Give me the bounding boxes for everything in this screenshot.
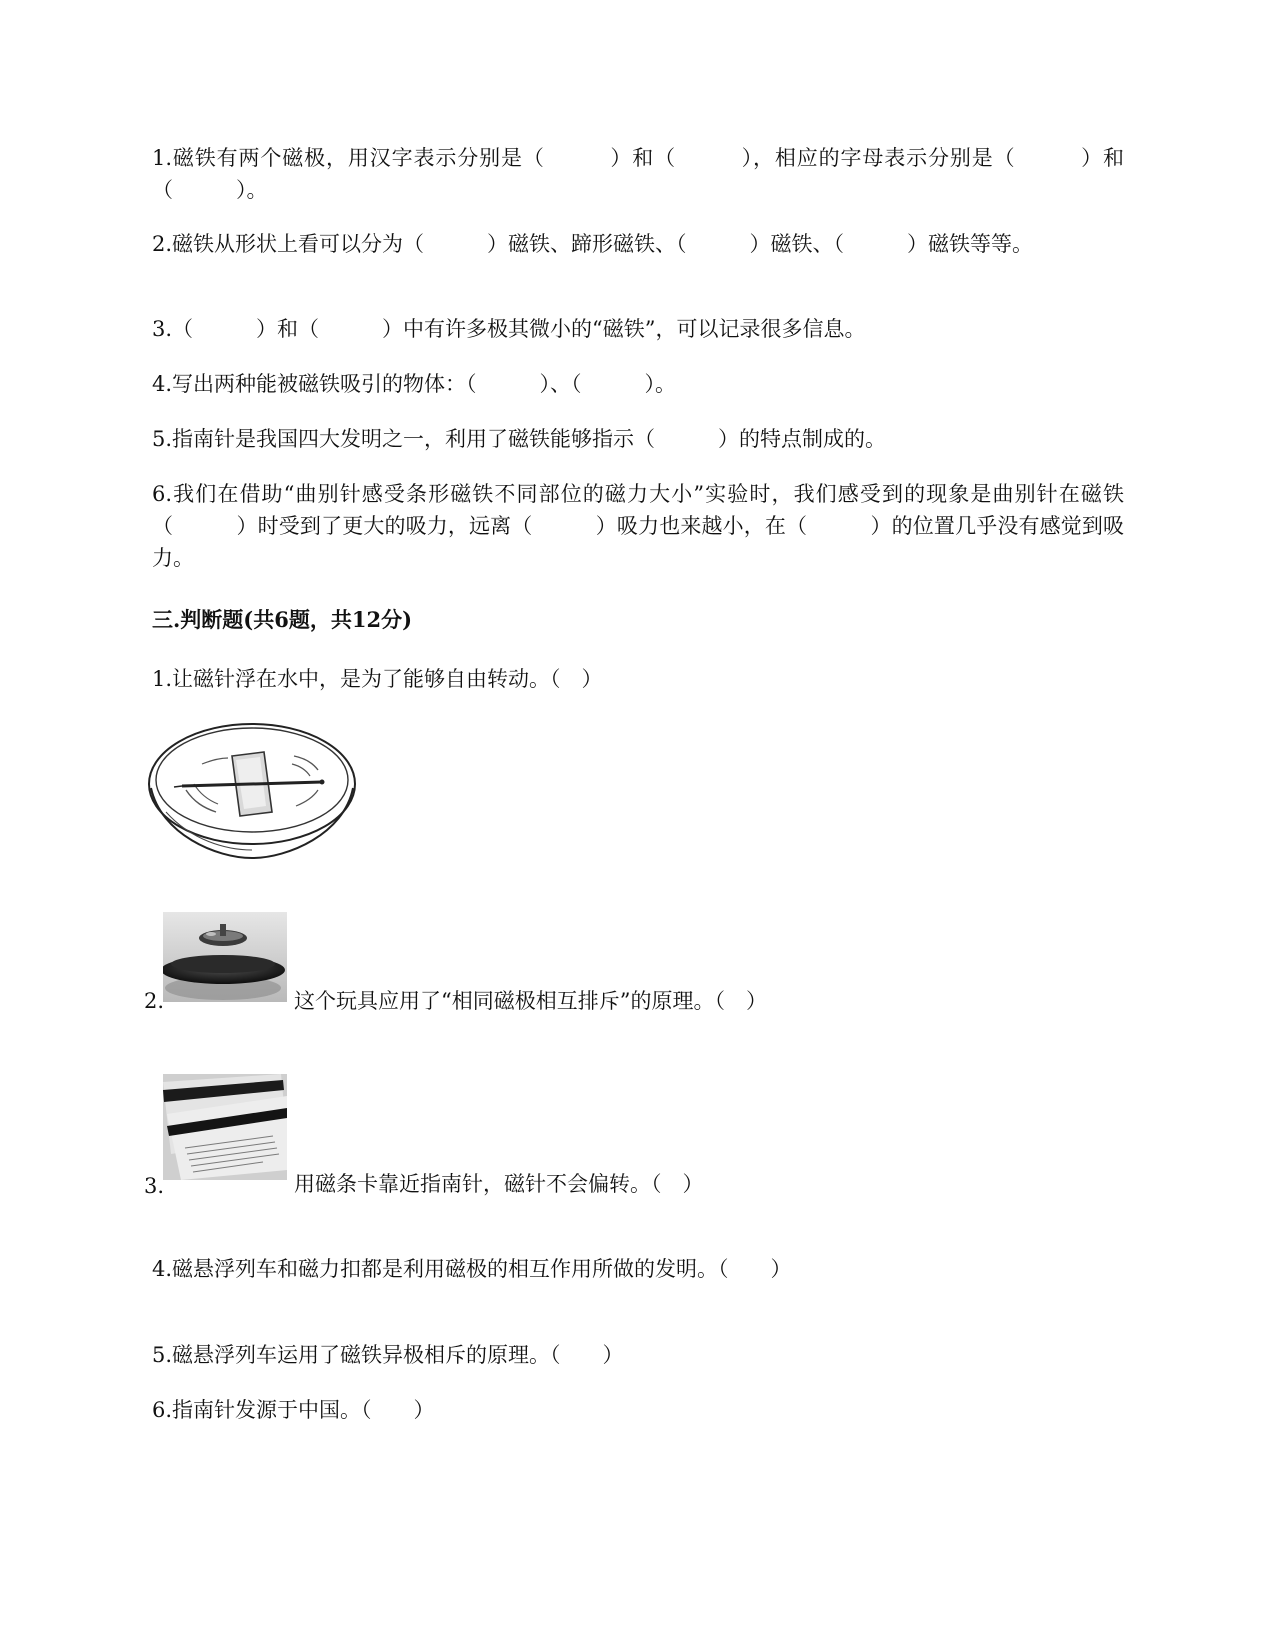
- fill-question-3: 3.（ ）和（ ）中有许多极其微小的“磁铁”，可以记录很多信息。: [152, 317, 866, 341]
- judge-question-6: 6.指南针发源于中国。（ ）: [152, 1398, 435, 1422]
- fill-question-2: 2.磁铁从形状上看可以分为（ ）磁铁、蹄形磁铁、（ ）磁铁、（ ）磁铁等等。: [152, 232, 1034, 256]
- fill-question-1: 1.磁铁有两个磁极，用汉字表示分别是（ ）和（ ），相应的字母表示分别是（ ）和（ ）。: [152, 146, 1124, 202]
- section-heading: 三.判断题(共6题，共12分): [152, 607, 413, 632]
- judge-question-2-text: 这个玩具应用了“相同磁极相互排斥”的原理。（ ）: [294, 989, 767, 1013]
- levitating-toy-photo: [163, 912, 287, 1002]
- judge-question-5: 5.磁悬浮列车运用了磁铁异极相斥的原理。（ ）: [152, 1343, 624, 1367]
- judge-question-4: 4.磁悬浮列车和磁力扣都是利用磁极的相互作用所做的发明。（ ）: [152, 1257, 792, 1281]
- fill-question-4: 4.写出两种能被磁铁吸引的物体：（ ）、（ ）。: [152, 372, 677, 396]
- magnetic-stripe-card-photo: [163, 1074, 287, 1180]
- levitating-top-icon: [163, 912, 287, 1002]
- judge-question-2-number: 2.: [144, 989, 165, 1013]
- fill-question-5: 5.指南针是我国四大发明之一，利用了磁铁能够指示（ ）的特点制成的。: [152, 427, 887, 451]
- judge-question-3-number: 3.: [144, 1174, 165, 1198]
- judge-question-1: 1.让磁针浮在水中，是为了能够自由转动。（ ）: [152, 667, 603, 691]
- bowl-sketch-icon: [146, 716, 358, 862]
- floating-needle-bowl-figure: [146, 716, 358, 862]
- judge-question-3-text: 用磁条卡靠近指南针，磁针不会偏转。（ ）: [294, 1172, 704, 1196]
- fill-question-6: 6.我们在借助“曲别针感受条形磁铁不同部位的磁力大小”实验时，我们感受到的现象是曲别针在磁铁（ ）时受到了更大的吸力，远离（ ）吸力也来越小，在（ ）的位置几乎没有感觉到吸力。: [152, 482, 1124, 570]
- stripe-card-icon: [163, 1074, 287, 1180]
